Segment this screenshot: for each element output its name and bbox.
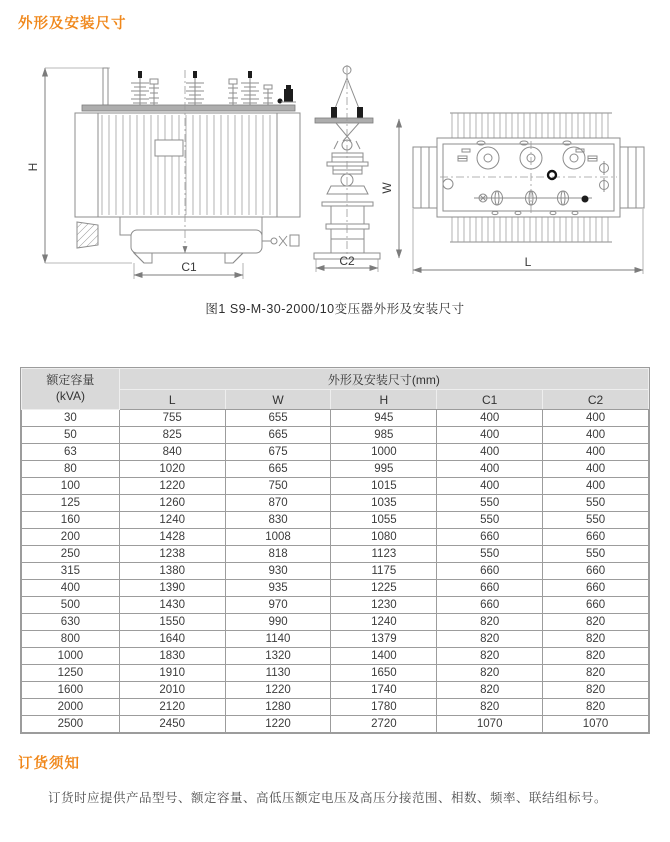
table-cell: 970 [225, 597, 331, 614]
table-cell: 660 [437, 529, 543, 546]
col-group-header-dimensions: 外形及安装尺寸(mm) [119, 369, 648, 390]
dimension-diagram [0, 57, 670, 285]
table-cell: 400 [437, 410, 543, 427]
table-row [22, 699, 649, 716]
table-row [22, 665, 649, 682]
table-cell: 550 [543, 546, 649, 563]
table-cell: 1070 [543, 716, 649, 733]
table-cell: 550 [543, 495, 649, 512]
table-cell: 1035 [331, 495, 437, 512]
table-cell: 820 [437, 648, 543, 665]
table-cell: 1220 [225, 716, 331, 733]
table-cell: 100 [22, 478, 120, 495]
table-cell: 1250 [22, 665, 120, 682]
table-row [22, 580, 649, 597]
col-header-kva [22, 369, 120, 410]
table-cell: 1430 [119, 597, 225, 614]
table-cell: 660 [437, 580, 543, 597]
table-row [22, 478, 649, 495]
table-cell: 820 [437, 614, 543, 631]
transformer-drawing [0, 57, 670, 285]
table-cell: 500 [22, 597, 120, 614]
table-row [22, 682, 649, 699]
table-cell: 200 [22, 529, 120, 546]
table-cell: 1220 [119, 478, 225, 495]
dim-label-w: W [380, 182, 394, 194]
table-cell: 1379 [331, 631, 437, 648]
table-cell: 1000 [22, 648, 120, 665]
table-cell: 870 [225, 495, 331, 512]
table-cell: 985 [331, 427, 437, 444]
table-cell: 2720 [331, 716, 437, 733]
table-cell: 1175 [331, 563, 437, 580]
table-cell: 1240 [119, 512, 225, 529]
table-cell: 1015 [331, 478, 437, 495]
table-cell: 2450 [119, 716, 225, 733]
table-row [22, 512, 649, 529]
table-cell: 630 [22, 614, 120, 631]
table-cell: 820 [543, 631, 649, 648]
mounting-channel [620, 147, 644, 208]
table-cell: 660 [437, 597, 543, 614]
table-cell: 1400 [331, 648, 437, 665]
table-cell: 1130 [225, 665, 331, 682]
table-cell: 250 [22, 546, 120, 563]
table-cell: 550 [543, 512, 649, 529]
table-cell: 1240 [331, 614, 437, 631]
table-cell: 2500 [22, 716, 120, 733]
table-cell: 1080 [331, 529, 437, 546]
dim-label-c2: C2 [339, 254, 355, 268]
table-cell: 400 [437, 478, 543, 495]
table-cell: 550 [437, 512, 543, 529]
table-cell: 1390 [119, 580, 225, 597]
table-cell: 1238 [119, 546, 225, 563]
nameplate-box [155, 140, 183, 156]
table-cell: 820 [543, 665, 649, 682]
table-cell: 400 [437, 461, 543, 478]
table-cell: 820 [437, 631, 543, 648]
table-cell: 2010 [119, 682, 225, 699]
table-cell: 945 [331, 410, 437, 427]
table-cell: 1055 [331, 512, 437, 529]
table-cell: 400 [22, 580, 120, 597]
table-cell: 1230 [331, 597, 437, 614]
table-cell: 125 [22, 495, 120, 512]
table-cell: 660 [543, 529, 649, 546]
table-cell: 995 [331, 461, 437, 478]
table-row [22, 716, 649, 733]
table-cell: 990 [225, 614, 331, 631]
col-header-w: W [225, 390, 331, 410]
table-cell: 1640 [119, 631, 225, 648]
table-row [22, 427, 649, 444]
table-row [22, 597, 649, 614]
table-cell: 820 [543, 682, 649, 699]
table-cell: 1650 [331, 665, 437, 682]
table-cell: 820 [437, 699, 543, 716]
table-cell: 1140 [225, 631, 331, 648]
table-cell: 400 [543, 444, 649, 461]
col-header-h: H [331, 390, 437, 410]
section-title-ordering: 订货须知 [18, 756, 80, 772]
table-cell: 820 [437, 682, 543, 699]
section-title-dimensions: 外形及安装尺寸 [18, 16, 127, 32]
table-cell: 1000 [331, 444, 437, 461]
table-row [22, 648, 649, 665]
table-row [22, 546, 649, 563]
col-header-kva-line1: 额定容量 [46, 373, 95, 388]
table-cell: 63 [22, 444, 120, 461]
table-cell: 400 [437, 444, 543, 461]
table-cell: 820 [543, 648, 649, 665]
table-cell: 930 [225, 563, 331, 580]
table-cell: 820 [543, 699, 649, 716]
table-row [22, 444, 649, 461]
table-row [22, 614, 649, 631]
table-cell: 1600 [22, 682, 120, 699]
table-cell: 1020 [119, 461, 225, 478]
table-cell: 400 [543, 410, 649, 427]
table-row [22, 495, 649, 512]
ordering-note: 订货时应提供产品型号、额定容量、高低压额定电压及高压分接范围、相数、频率、联结组标号。 [48, 791, 608, 805]
col-header-c2: C2 [543, 390, 649, 410]
table-cell: 1280 [225, 699, 331, 716]
col-header-l: L [119, 390, 225, 410]
table-cell: 1740 [331, 682, 437, 699]
table-cell: 755 [119, 410, 225, 427]
mounting-channel [413, 147, 437, 208]
table-cell: 665 [225, 461, 331, 478]
dim-label-h: H [26, 162, 40, 172]
valve [290, 235, 299, 246]
table-cell: 2000 [22, 699, 120, 716]
table-cell: 1380 [119, 563, 225, 580]
table-row [22, 461, 649, 478]
front-view [26, 68, 300, 279]
table-cell: 1428 [119, 529, 225, 546]
dimensions-table [21, 368, 649, 733]
dim-label-c1: C1 [181, 260, 197, 274]
table-cell: 840 [119, 444, 225, 461]
table-cell: 1123 [331, 546, 437, 563]
table-cell: 750 [225, 478, 331, 495]
table-cell: 400 [543, 461, 649, 478]
table-cell: 820 [437, 665, 543, 682]
table-cell: 830 [225, 512, 331, 529]
table-cell: 1910 [119, 665, 225, 682]
table-cell: 400 [543, 478, 649, 495]
table-row [22, 631, 649, 648]
figure-caption: 图1 S9-M-30-2000/10变压器外形及安装尺寸 [205, 302, 465, 316]
table-cell: 1220 [225, 682, 331, 699]
table-cell: 660 [543, 563, 649, 580]
table-cell: 550 [437, 495, 543, 512]
table-cell: 818 [225, 546, 331, 563]
hatched-plate [77, 222, 98, 248]
table-cell: 400 [543, 427, 649, 444]
table-row [22, 529, 649, 546]
tank-cover [82, 105, 295, 111]
table-cell: 1780 [331, 699, 437, 716]
table-cell: 315 [22, 563, 120, 580]
table-cell: 1008 [225, 529, 331, 546]
table-cell: 1070 [437, 716, 543, 733]
table-cell: 935 [225, 580, 331, 597]
page [0, 12, 670, 806]
dim-label-l: L [524, 255, 532, 269]
table-cell: 820 [543, 614, 649, 631]
table-cell: 660 [543, 580, 649, 597]
side-view [314, 65, 399, 272]
table-cell: 550 [437, 546, 543, 563]
top-view [413, 113, 644, 274]
col-header-kva-line2: (kVA) [55, 389, 85, 403]
dimensions-table-wrap [20, 367, 650, 734]
table-cell: 1260 [119, 495, 225, 512]
table-cell: 825 [119, 427, 225, 444]
table-cell: 800 [22, 631, 120, 648]
table-cell: 660 [437, 563, 543, 580]
table-cell: 160 [22, 512, 120, 529]
table-cell: 665 [225, 427, 331, 444]
table-cell: 30 [22, 410, 120, 427]
table-body [22, 410, 649, 733]
col-header-c1: C1 [437, 390, 543, 410]
table-cell: 660 [543, 597, 649, 614]
table-cell: 655 [225, 410, 331, 427]
table-cell: 50 [22, 427, 120, 444]
table-cell: 675 [225, 444, 331, 461]
table-cell: 1830 [119, 648, 225, 665]
table-cell: 1320 [225, 648, 331, 665]
table-row [22, 410, 649, 427]
table-cell: 1225 [331, 580, 437, 597]
table-cell: 400 [437, 427, 543, 444]
table-row [22, 563, 649, 580]
table-cell: 2120 [119, 699, 225, 716]
bushing-group [131, 71, 296, 105]
table-cell: 1550 [119, 614, 225, 631]
table-cell: 80 [22, 461, 120, 478]
